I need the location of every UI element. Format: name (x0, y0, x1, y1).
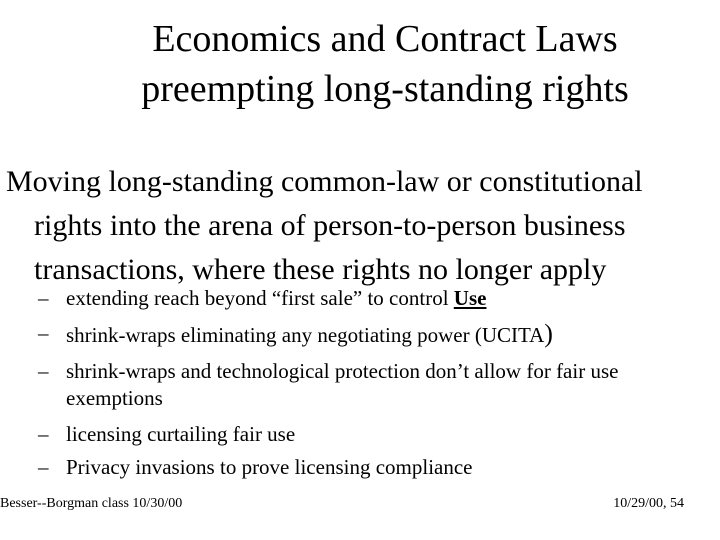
main-bullet (6, 160, 706, 292)
main-bullet-line-2: rights into the arena of person-to-person business (34, 209, 626, 242)
sub-bullet-dash: – (38, 455, 49, 479)
sub-bullet-2-body: shrink-wraps eliminating any negotiating power (UCITA (66, 323, 545, 347)
sub-bullet-3-text (38, 358, 708, 412)
main-bullet-line-1: Moving long-standing common-law or constitutional (6, 165, 643, 198)
sub-bullet-dash: – (38, 359, 49, 383)
sub-bullet-2-text (38, 320, 708, 349)
sub-bullet-3-line-1: shrink-wraps and technological protection don’t allow for fair use (66, 359, 619, 383)
sub-bullet-3 (38, 358, 708, 412)
sub-bullet-5 (38, 454, 708, 481)
sub-bullet-dash: – (38, 321, 49, 345)
sub-bullet-1 (38, 285, 708, 312)
sub-bullet-dash: – (38, 422, 49, 446)
sub-bullet-1-text (38, 285, 708, 312)
sub-bullet-4 (38, 421, 708, 448)
slide-title (100, 14, 670, 114)
footer-course-label: Besser--Borgman class 10/30/00 (0, 496, 183, 511)
main-bullet-line-3: transactions, where these rights no longer apply (34, 253, 607, 286)
sub-bullet-3-line-2: exemptions (66, 386, 163, 410)
sub-bullet-dash: – (38, 286, 49, 310)
sub-bullet-1-emphasis: Use (453, 286, 487, 310)
title-line-2: preempting long-standing rights (141, 68, 629, 110)
sub-bullet-1-body: extending reach beyond “first sale” to control (66, 286, 454, 310)
sub-bullet-5-text: Privacy invasions to prove licensing compliance (66, 455, 473, 479)
sub-bullet-4-text: licensing curtailing fair use (66, 422, 296, 446)
footer-date-page: 10/29/00, 54 (613, 496, 684, 511)
sub-bullet-2-close-paren: ) (544, 319, 553, 348)
sub-bullet-2 (38, 320, 708, 349)
title-line-1: Economics and Contract Laws (152, 18, 618, 60)
